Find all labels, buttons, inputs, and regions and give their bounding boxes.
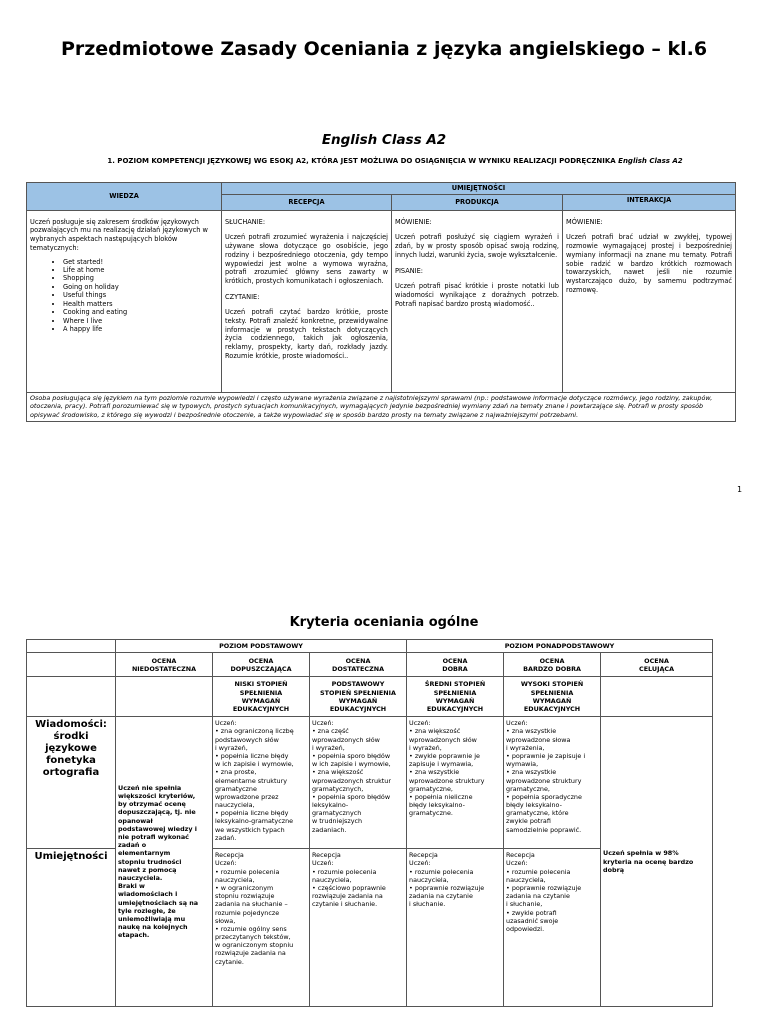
header-recepcja: RECEPCJA — [222, 194, 392, 210]
competence-heading-book: English Class A2 — [618, 157, 683, 165]
topic-item: • Going on holiday — [63, 283, 218, 291]
competence-heading — [30, 157, 760, 165]
page-number: 1 — [737, 485, 743, 494]
topic-list — [30, 258, 218, 334]
competence-table — [26, 182, 736, 422]
level-above-header: POZIOM PONADPODSTAWOWY — [407, 640, 713, 653]
niedostateczna-description: Uczeń nie spełnia większości kryteriów, by otrzymać ocenę dopuszczającą, tj. nie opanował podstawowej wiedzy i nie potrafi wykonać zadań o elementarnym stopniu trudności nawet z pomocą nauczyciela. Braki w wiadomościach i umiejętnościach są na tyle rozległe, że uniemożliwiają mu naukę na kolejnych etapach. — [116, 717, 213, 1007]
document-title: Przedmiotowe Zasady Oceniania z języka angielskiego – kl.6 — [60, 38, 708, 60]
corner-cell — [27, 677, 116, 717]
level-basic-header: POZIOM PODSTAWOWY — [116, 640, 407, 653]
interakcja-mowienie-label: MÓWIENIE: — [566, 217, 603, 226]
dostateczna-skills: Recepcja Uczeń: • rozumie polecenia nauczyciela, • częściowo poprawnie rozwiązuje zadania na czytanie i słuchanie. — [310, 849, 407, 1007]
mowienie-label: MÓWIENIE: — [395, 217, 432, 226]
row-label-umiejetnosci: Umiejętności — [27, 849, 116, 1007]
level-summary: Osoba posługująca się językiem na tym poziomie rozumie wypowiedzi i często używane wyrażenia związane z najistotniejszymi sprawami (np.: podstawowe informacje dotyczące rozmówcy, jego rodziny, zakupów, otoczenia, pracy). Potrafi porozumiewać się w typowych, prostych sytuacjach komunikacyjnych, wymagających jedynie bezpośredniej wymiany zdań na tematy znane i powtarzające się. Potrafi w prosty sposób opisywać środowisko, z którego się wywodzi i bezpośrednie otoczenie, a także wypowiadać się w sposób bardzo prosty na tematy związane z najważniejszymi potrzebami. — [27, 392, 736, 421]
grade-header: OCENA CELUJĄCA — [601, 653, 713, 677]
produkcja-cell — [392, 210, 563, 392]
bardzo-dobra-skills: Recepcja Uczeń: • rozumie polecenia nauczyciela, • poprawnie rozwiązuje zadania na czytanie i słuchanie, • zwykle potrafi uzasadnić swoje odpowiedzi. — [504, 849, 601, 1007]
empty-cell — [116, 677, 213, 717]
corner-cell — [27, 640, 116, 653]
topic-item: • Get started! — [63, 258, 218, 266]
requirement-header: WYSOKI STOPIEŃ SPEŁNIENIA WYMAGAŃ EDUKACYJNYCH — [504, 677, 601, 717]
row-label-wiadomosci: Wiadomości: środki językowe fonetyka ortografia — [27, 717, 116, 849]
dopuszczajaca-knowledge: Uczeń: • zna ograniczoną liczbę podstawowych słów i wyrażeń, • popełnia liczne błędy w ich zapisie i wymowie, • zna proste, elementarne struktury gramatyczne wprowadzone przez nauczyciela, • popełnia liczne błędy leksykalno-gramatyczne we wszystkich typach zadań. — [213, 717, 310, 849]
wiedza-cell — [27, 210, 222, 392]
grade-header: OCENA DOBRA — [407, 653, 504, 677]
bardzo-dobra-knowledge: Uczeń: • zna wszystkie wprowadzone słowa i wyrażenia, • poprawnie je zapisuje i wymawia, • zna wszystkie wprowadzone struktury gramatyczne, • popełnia sporadyczne błędy leksykalno- gramatyczne, które zwykle potrafi samodzielnie poprawić. — [504, 717, 601, 849]
wiedza-intro: Uczeń posługuje się zakresem środków językowych pozwalających mu na realizację działań językowych w wybranych aspektach następujących bloków tematycznych: — [30, 217, 208, 252]
czytanie-label: CZYTANIE: — [225, 292, 260, 301]
dobra-knowledge: Uczeń: • zna większość wprowadzonych słów i wyrażeń, • zwykle poprawnie je zapisuje i wymawia, • zna wszystkie wprowadzone struktury gramatyczne, • popełnia nieliczne błędy leksykalno- gramatyczne. — [407, 717, 504, 849]
topic-item: • Where I live — [63, 317, 218, 325]
dopuszczajaca-skills: Recepcja Uczeń: • rozumie polecenia nauczyciela, • w ograniczonym stopniu rozwiązuje zadania na słuchanie – rozumie pojedyncze słowa, • rozumie ogólny sens przeczytanych tekstów, w ograniczonym stopniu rozwiązuje zadania na czytanie. — [213, 849, 310, 1007]
requirement-header: NISKI STOPIEŃ SPEŁNIENIA WYMAGAŃ EDUKACYJNYCH — [213, 677, 310, 717]
grade-header: OCENA DOSTATECZNA — [310, 653, 407, 677]
pisanie-label: PISANIE: — [395, 266, 424, 275]
header-umiejetnosci: UMIEJĘTNOŚCI — [222, 183, 736, 195]
grade-header: OCENA NIEDOSTATECZNA — [116, 653, 213, 677]
header-wiedza: WIEDZA — [27, 183, 222, 211]
competence-heading-text: 1. POZIOM KOMPETENCJI JĘZYKOWEJ WG ESOKJ A2, KTÓRA JEST MOŻLIWA DO OSIĄGNIĘCIA W WYNIKU REALIZACJI PODRĘCZNIKA — [107, 157, 619, 165]
empty-cell — [601, 677, 713, 717]
interakcja-mowienie-text: Uczeń potrafi brać udział w zwykłej, typowej rozmowie wymagającej prostej i bezpośredniej wymiany informacji na znane mu tematy. Potrafi sobie radzić w bardzo krótkich rozmowach towarzyskich, nawet jeśli nie rozumie wystarczająco dużo, by samemu podtrzymać rozmowę. — [566, 233, 732, 294]
mowienie-text: Uczeń potrafi posłużyć się ciągiem wyrażeń i zdań, by w prosty sposób opisać swoją rodzinę, innych ludzi, warunki życia, swoje wykształcenie. — [395, 233, 559, 259]
sluchanie-text: Uczeń potrafi zrozumieć wyrażenia i najczęściej używane słowa dotyczące go osobiście, jego rodziny i bezpośredniego otoczenia, gdy tempo wypowiedzi jest wolne a wymowa wyraźna, potrafi zrozumieć główny sens zawarty w krótkich, prostych komunikatach i ogłoszeniach. — [225, 233, 388, 285]
requirement-header: ŚREDNI STOPIEŃ SPEŁNIENIA WYMAGAŃ EDUKACYJNYCH — [407, 677, 504, 717]
sluchanie-label: SŁUCHANIE: — [225, 217, 266, 226]
criteria-title: Kryteria oceniania ogólne — [289, 615, 479, 630]
requirement-header: PODSTAWOWY STOPIEŃ SPEŁNIENIA WYMAGAŃ EDUKACYJNYCH — [310, 677, 407, 717]
dobra-skills: Recepcja Uczeń: • rozumie polecenia nauczyciela, • poprawnie rozwiązuje zadania na czytanie i słuchanie. — [407, 849, 504, 1007]
corner-cell — [27, 653, 116, 677]
topic-item: • Useful things — [63, 291, 218, 299]
header-produkcja: PRODUKCJA — [392, 194, 563, 210]
topic-item: • Life at home — [63, 266, 218, 274]
topic-item: • Health matters — [63, 300, 218, 308]
grade-header: OCENA BARDZO DOBRA — [504, 653, 601, 677]
document-subtitle: English Class A2 — [321, 132, 447, 148]
recepcja-cell — [222, 210, 392, 392]
czytanie-text: Uczeń potrafi czytać bardzo krótkie, proste teksty. Potrafi znaleźć konkretne, przewidywalne informacje w prostych tekstach dotyczących życia codziennego, takich jak ogłoszenia, reklamy, prospekty, karty dań, rozkłady jazdy. Rozumie krótkie, proste wiadomości.. — [225, 308, 388, 360]
interakcja-cell — [563, 210, 736, 392]
topic-item: • Cooking and eating — [63, 308, 218, 316]
pisanie-text: Uczeń potrafi pisać krótkie i proste notatki lub wiadomości wynikające z doraźnych potrzeb. Potrafi napisać bardzo prostą wiadomość.. — [395, 282, 559, 308]
grade-header: OCENA DOPUSZCZAJĄCA — [213, 653, 310, 677]
criteria-table — [26, 639, 713, 1007]
dostateczna-knowledge: Uczeń: • zna część wprowadzonych słów i wyrażeń, • popełnia sporo błędów w ich zapisie i wymowie, • zna większość wprowadzonych struktur gramatycznych, • popełnia sporo błędów leksykalno- gramatycznych w trudniejszych zadaniach. — [310, 717, 407, 849]
celujaca-description: Uczeń spełnia w 98% kryteria na ocenę bardzo dobrą — [601, 717, 713, 1007]
topic-item: • A happy life — [63, 325, 218, 333]
header-interakcja: INTERAKCJA — [563, 194, 736, 210]
topic-item: • Shopping — [63, 274, 218, 282]
